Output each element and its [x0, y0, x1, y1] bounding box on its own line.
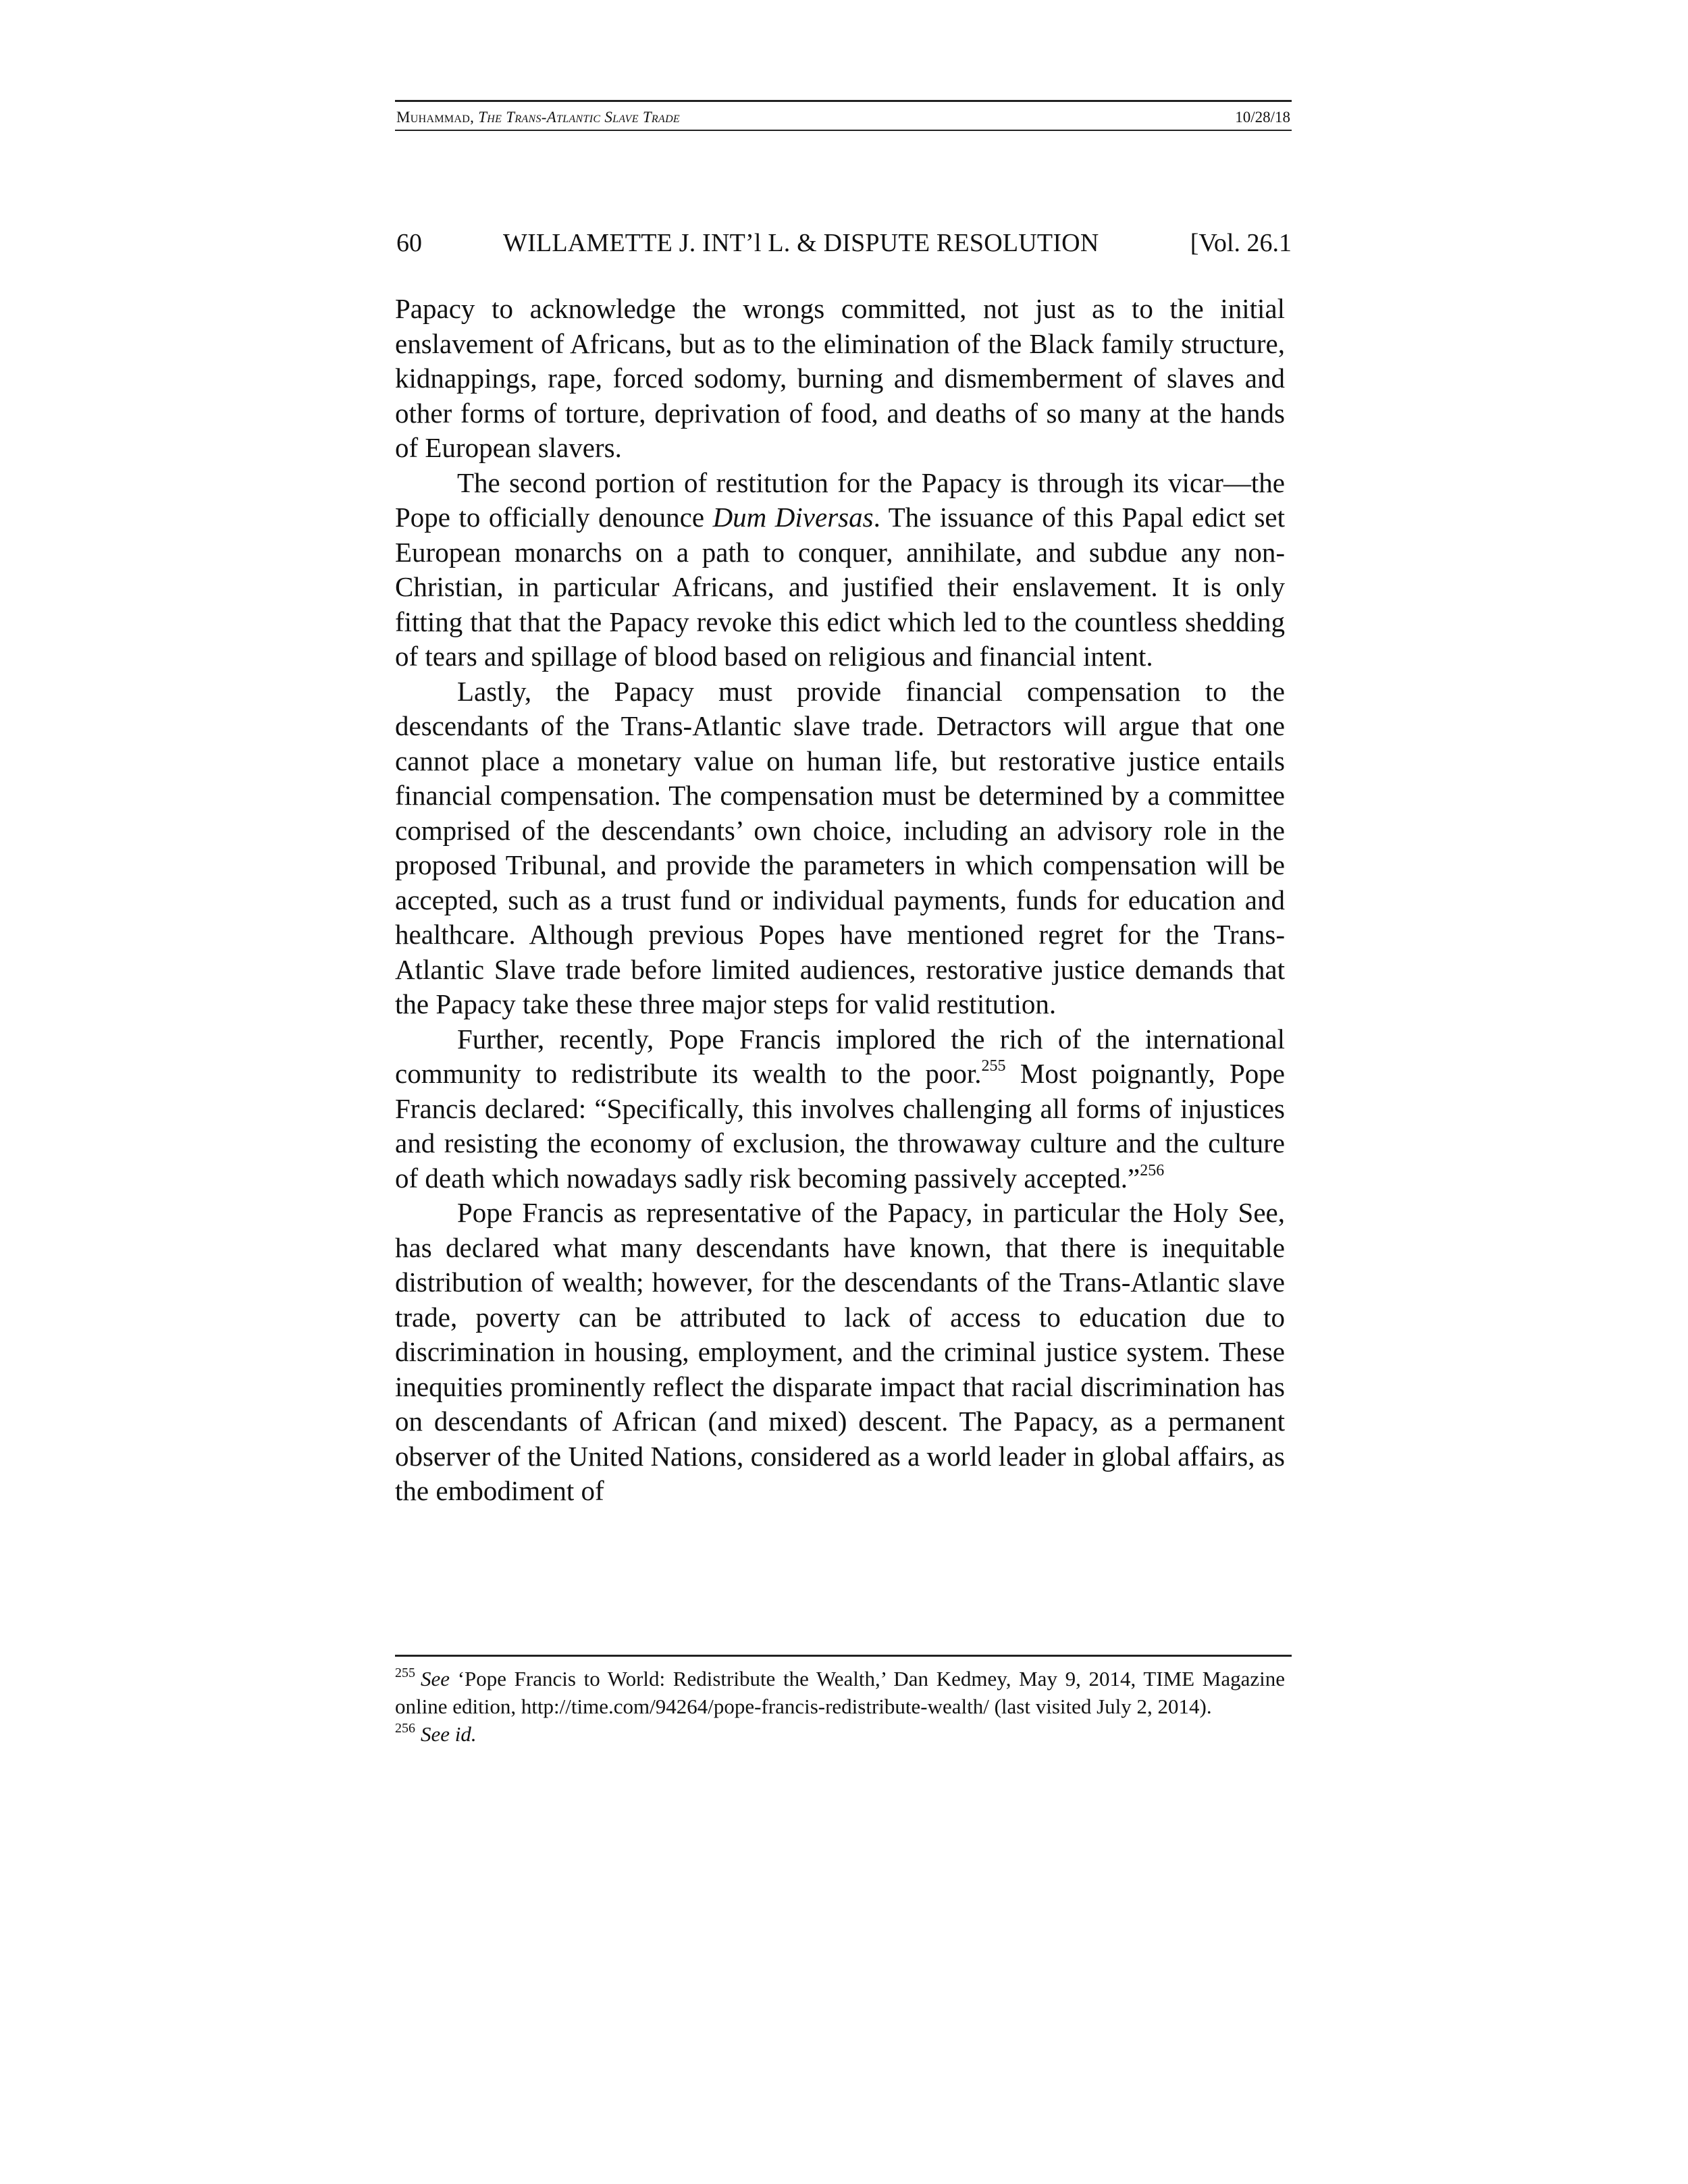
paragraph-2: The second portion of restitution for the Papacy is through its vicar—the Pope to officially denounce Dum Diversas. The issuance of this Papal edict set European monarchs on a path to conquer, annihilate, and subdue any non-Christian, in particular Africans, and justified their enslavement. It is only fitting that that the Papacy revoke this edict which led to the countless shedding of tears and spillage of blood based on religious and financial intent. — [395, 467, 1285, 672]
footnote-number: 256 — [395, 1721, 415, 1736]
journal-title: WILLAMETTE J. INT’l L. & DISPUTE RESOLUTION — [503, 229, 1099, 257]
footnote-signal: See — [421, 1667, 450, 1690]
footnote-text: ‘Pope Francis to World: Redistribute the Wealth,’ Dan Kedmey, May 9, 2014, TIME Magazine online edition, http://time.com/94264/pope-francis-redistribute-wealth/ (last visited July 2, 2014). — [395, 1667, 1285, 1718]
body-text — [395, 292, 1285, 1509]
paragraph-4: Further, recently, Pope Francis implored the rich of the international community to redistribute its wealth to the poor.$^{255}$ Most poignantly, Pope Francis declared: “Specifically, this involves challenging all forms of injustices and resisting the economy of exclusion, the throwaway culture and the culture of death which nowadays sadly risk becoming passively accepted.”$^{256}$ — [395, 1023, 1285, 1194]
footnote-signal: See id. — [421, 1722, 477, 1746]
paragraph-5: Pope Francis as representative of the Papacy, in particular the Holy See, has declared what many descendants have known, that there is inequitable distribution of wealth; however, for the descendants of the Trans-Atlantic slave trade, poverty can be attributed to lack of access to education due to discrimination in housing, employment, and the criminal justice system. These inequities prominently reflect the disparate impact that racial discrimination has on descendants of African (and mixed) descent. The Papacy, as a permanent observer of the United Nations, considered as a world leader in global affairs, as the embodiment of — [395, 1197, 1285, 1506]
running-head-date: 10/28/18 — [1235, 109, 1290, 126]
running-head-title: Muhammad, The Trans-Atlantic Slave Trade — [396, 109, 681, 126]
case-title-italic: Dum Diversas — [712, 502, 874, 533]
footnote-255 — [395, 1665, 1285, 1720]
running-head — [395, 100, 1292, 131]
footnote-ref-256[interactable]: 256 — [1140, 1161, 1165, 1179]
page-number: 60 — [396, 229, 422, 257]
volume-label: [Vol. 26.1 — [1190, 229, 1292, 257]
footnotes — [395, 1665, 1285, 1748]
footnote-number: 255 — [395, 1666, 415, 1680]
paragraph-1: Papacy to acknowledge the wrongs committed, not just as to the initial enslavement of Africans, but as to the elimination of the Black family structure, kidnappings, rape, forced sodomy, burning and dismemberment of slaves and other forms of torture, deprivation of food, and deaths of so many at the hands of European slavers. — [395, 293, 1285, 463]
paragraph-3: Lastly, the Papacy must provide financial compensation to the descendants of the Trans-Atlantic slave trade. Detractors will argue that one cannot place a monetary value on human life, but restorative justice entails financial compensation. The compensation must be determined by a committee comprised of the descendants’ own choice, including an advisory role in the proposed Tribunal, and provide the parameters in which compensation will be accepted, such as a trust fund or individual payments, funds for education and healthcare. Although previous Popes have mentioned regret for the Trans-Atlantic Slave trade before limited audiences, restorative justice demands that the Papacy take these three major steps for valid restitution. — [395, 675, 1285, 1019]
footnote-divider — [395, 1655, 1292, 1657]
page-header — [395, 223, 1292, 263]
footnote-256 — [395, 1720, 1285, 1748]
footnote-ref-255[interactable]: 255 — [981, 1057, 1006, 1075]
